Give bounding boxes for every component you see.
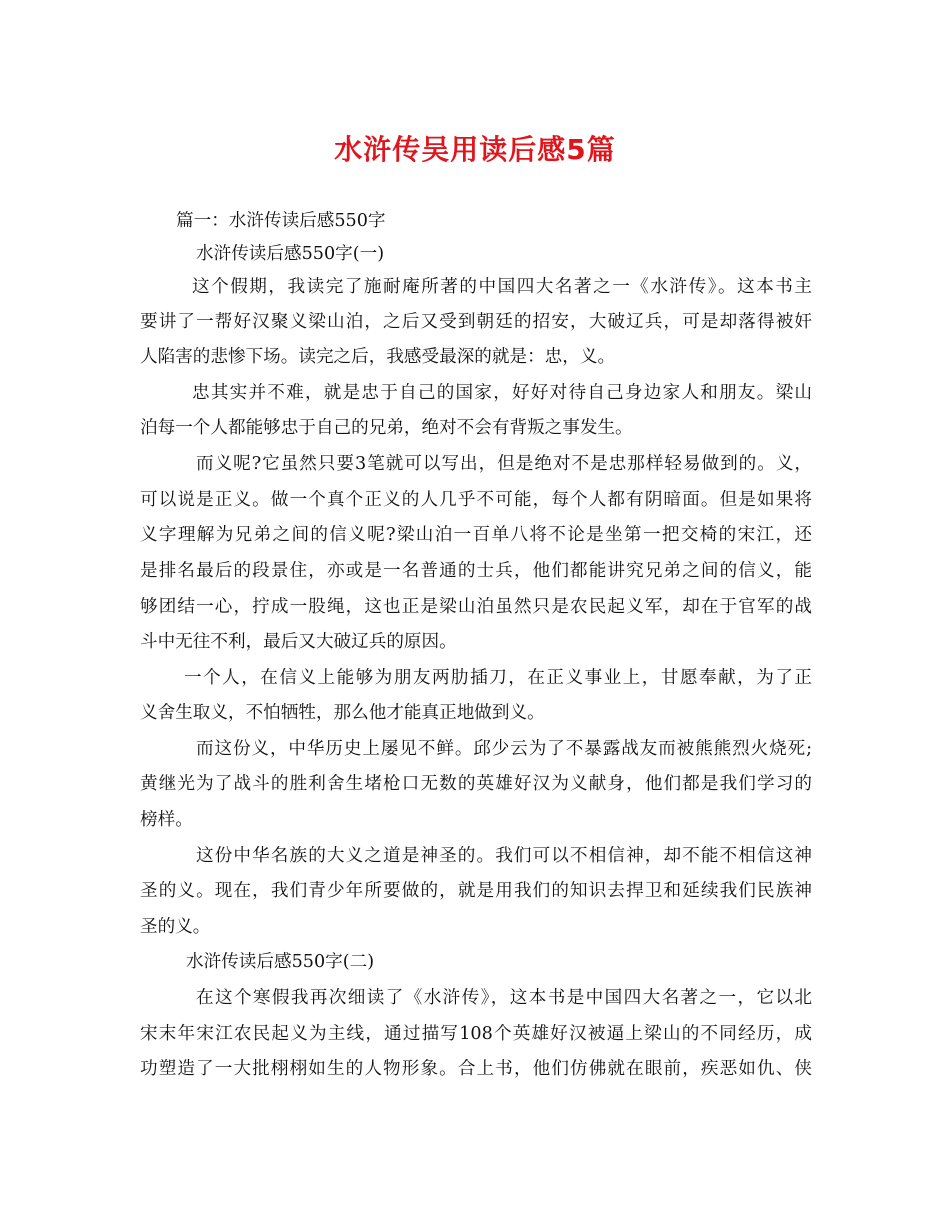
paragraph-line: 可以说是正义。做一个真个正义的人几乎不可能，每个人都有阴暗面。但是如果将 [140, 490, 812, 510]
paragraph-line: 人陷害的悲惨下场。读完之后，我感受最深的就是：忠，义。 [140, 347, 616, 367]
paragraph-line: 够团结一心，拧成一股绳，这也正是梁山泊虽然只是农民起义军，却在于官军的战 [140, 597, 812, 617]
paragraph-line: 榜样。 [140, 810, 193, 830]
paragraph-line: 义字理解为兄弟之间的信义呢?梁山泊一百单八将不论是坐第一把交椅的宋江，还 [140, 525, 812, 545]
paragraph-line: 忠其实并不难，就是忠于自己的国家，好好对待自己身边家人和朋友。梁山 [192, 383, 812, 403]
paragraph-line: 一个人，在信义上能够为朋友两肋插刀，在正义事业上，甘愿奉献，为了正 [184, 668, 812, 688]
paragraph-line: 黄继光为了战斗的胜利舍生堵枪口无数的英雄好汉为义献身，他们都是我们学习的 [140, 774, 812, 794]
paragraph-line: 泊每一个人都能够忠于自己的兄弟，绝对不会有背叛之事发生。 [140, 418, 633, 438]
document-title: 水浒传吴用读后感5篇 [334, 133, 616, 166]
paragraph-line: 这份中华名族的大义之道是神圣的。我们可以不相信神，却不能不相信这神 [196, 846, 812, 866]
paragraph-line: 斗中无往不利，最后又大破辽兵的原因。 [140, 632, 457, 652]
paragraph-line: 要讲了一帮好汉聚义梁山泊，之后又受到朝廷的招安，大破辽兵，可是却落得被奸 [140, 312, 812, 332]
paragraph-line: 宋末年宋江农民起义为主线，通过描写108个英雄好汉被逼上梁山的不同经历，成 [140, 1024, 812, 1044]
paragraph-line: 圣的义。 [140, 917, 211, 937]
paragraph-line: 功塑造了一大批栩栩如生的人物形象。合上书，他们仿佛就在眼前，疾恶如仇、侠 [140, 1059, 812, 1079]
paragraph-line: 而义呢?它虽然只要3笔就可以写出，但是绝对不是忠那样轻易做到的。义， [196, 454, 812, 474]
paragraph-line: 这个假期，我读完了施耐庵所著的中国四大名著之一《水浒传》。这本书主 [192, 277, 812, 297]
paragraph-line: 而这份义，中华历史上屡见不鲜。邱少云为了不暴露战友而被熊熊烈火烧死; [196, 739, 812, 759]
section-heading: 篇一：水浒传读后感550字 [176, 211, 386, 231]
paragraph-line: 是排名最后的段景住，亦或是一名普通的士兵，他们都能讲究兄弟之间的信义，能 [140, 561, 812, 581]
paragraph-line: 在这个寒假我再次细读了《水浒传》，这本书是中国四大名著之一，它以北 [196, 988, 812, 1008]
subsection-heading: 水浒传读后感550字(一) [196, 244, 385, 264]
paragraph-line: 圣的义。现在，我们青少年所要做的，就是用我们的知识去捍卫和延续我们民族神 [140, 881, 812, 901]
subsection-heading: 水浒传读后感550字(二) [186, 952, 375, 972]
paragraph-line: 义舍生取义，不怕牺牲，那么他才能真正地做到义。 [140, 703, 545, 723]
